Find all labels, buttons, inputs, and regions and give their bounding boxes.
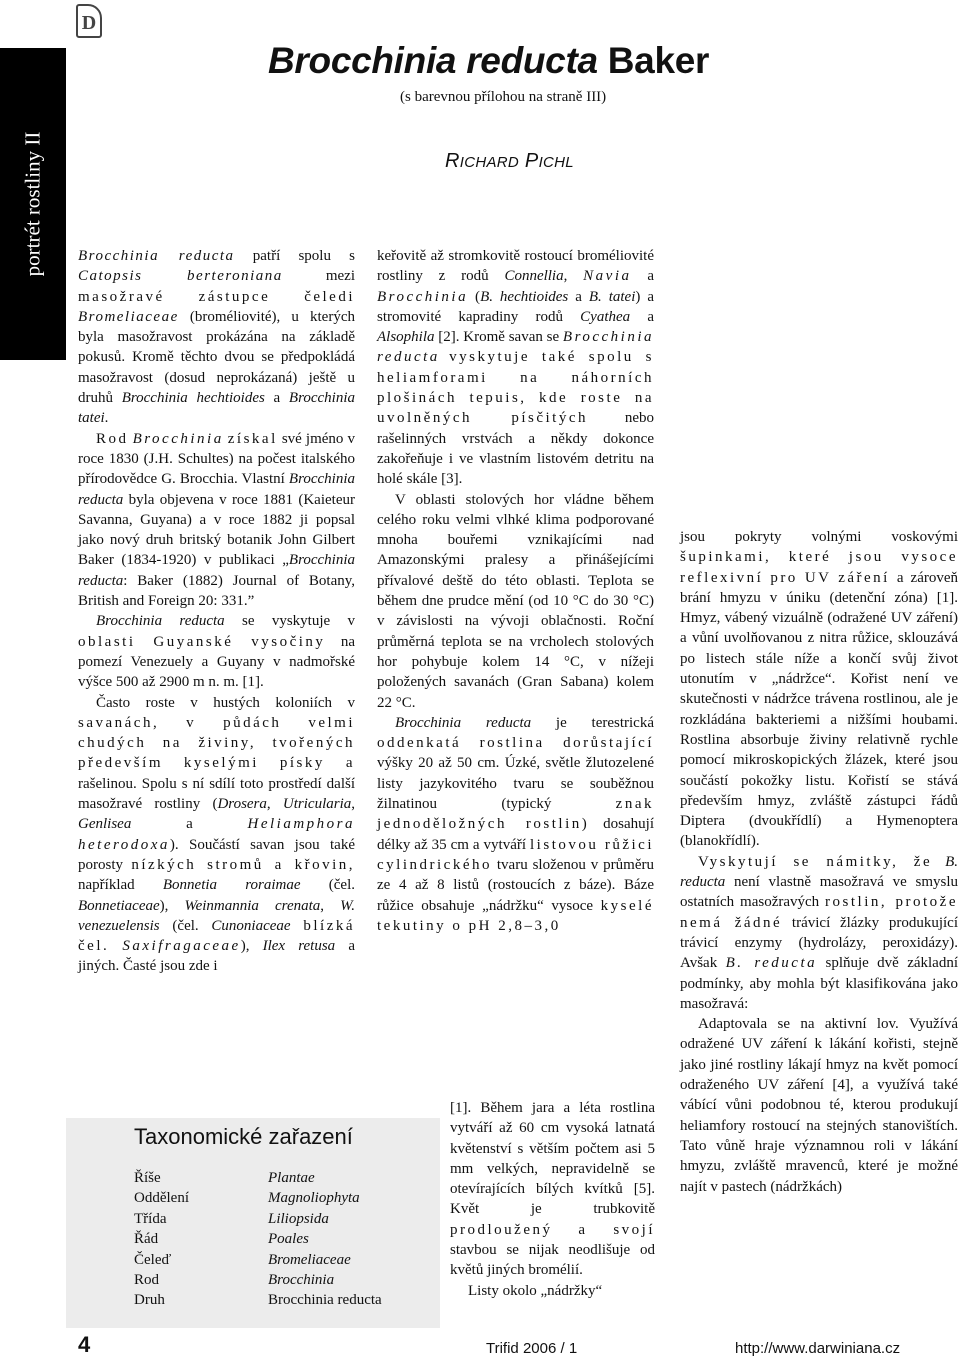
paragraph: Často roste v hustých koloniích v savanách, v půdách velmi chudých na živiny, tvořených především kyselými písky a rašelinou. Spolu s ní sdílí toto prostředí další masožravé rostliny (Drosera, Utricularia, Genlisea a Heliamphora heterodoxa). Součástí savan jsou také porosty nízkých stromů a křovin, například Bonnetia roraimae (čel. Bonnetiaceae), Weinmannia crenata, W. venezuelensis (čel. Cunoniaceae blízká čel. Saxifragaceae), Ilex retusa a jiných. Časté jsou zde i: [78, 694, 356, 975]
paragraph: Adaptovala se na aktivní lov. Využívá odražené UV záření k lákání kořisti, stejně jako jiné rostliny lákají hmyz na květ pomocí odraženého UV záření [4], a využívá také vábící vůni podobnou té, kterou produkují heliamfory rostoucí na stejných stanovištích. Tato vůně hraje významnou roli v lákání hmyzu, zvláště mravenců, které je možné najít v pastech (nádržkách): [680, 1016, 958, 1195]
paragraph: V oblasti stolových hor vládne během celého roku velmi vlhké klima podporované mnoha bouřemi vznikajícími nad Amazonskými pralesy a přinášejícími přívalové deště do této oblasti. Teplota se během dne prudce mění (od 10 °C do 30 °C) v závislosti na vývoji oblačnosti. Roční průměrná teplota se na vrcholech stolových hor pohybuje kolem 14 °C, v nížeji položených savanách (Gran Sabana) kolem 22 °C.: [377, 491, 654, 711]
taxonomy-row: Říše Plantae: [134, 1170, 315, 1186]
paragraph: Brocchinia reducta je terestrická oddenkatá rostlina dorůstající výšky 20 až 50 cm. Úzké, světle žlutozelené listy jazykovitého tvaru se souběžnou žilnatinou (typický znak jednoděložných rostlin) dosahují délky až 35 cm a vytváří listovou růžici cylindrického tvaru složenou v průměru ze 4 až 8 listů (rostoucích z báze). Báze růžice obsahuje „nádržku“ vysoce kyselé tekutiny o pH 2,8–3,0: [377, 714, 654, 934]
taxonomy-row: Druh Brocchinia reducta: [134, 1292, 382, 1309]
taxonomy-row: Třída Liliopsida: [134, 1210, 329, 1227]
page-number: 4: [78, 1332, 91, 1357]
article-author: RICHARD PICHL: [445, 150, 574, 172]
paragraph: Listy okolo „nádržky“: [468, 1282, 603, 1299]
paragraph: Brocchinia reducta patří spolu s Catopsis berteroniana mezi masožravé zástupce čeledi Bromeliaceae (broméliovité), u kterých byla masožravost prokázána na základě pokusů. Kromě těchto dvou se předpokládá masožravost (dosud neprokázaná) ještě u druhů Brocchinia hechtioides a Brocchinia tatei.: [78, 248, 355, 427]
taxonomy-table: [134, 1168, 382, 1311]
taxonomy-row: Oddělení Magnoliophyta: [134, 1190, 360, 1207]
taxonomy-title: Taxonomické zařazení: [134, 1124, 353, 1149]
article-subtitle: (s barevnou přílohou na straně III): [400, 89, 607, 105]
paragraph: jsou pokryty volnými voskovými šupinkami, které jsou vysoce reflexivní pro UV záření a zároveň brání hmyzu v úniku (detenční zóna) [1]. Hmyz, vábený vizuálně (odražené UV záření) a vůní uvolňovanou z nitra růžice, sklouzává po listech stále níže a končí svůj život utonutím v „nádržce“. Kořist není ve skutečnosti v nádržce trávena rostlinou, ale je rozkládána bakteriemi a nižšími houbami. Rostlina absorbuje živiny relativně rychle pomocí mikroskopických žlázek, které jsou součástí pokožky listu. Kořistí se stává především hmyz, zvláště zástupci řádů Diptera (dvoukřídlí) a Hymenoptera (blanokřídlí).: [680, 529, 959, 850]
taxonomy-row: Řád Poales: [134, 1231, 309, 1248]
text-column-3: [680, 527, 958, 1197]
article-title: [268, 40, 709, 82]
taxonomy-box: [66, 1118, 440, 1328]
paragraph: Rod Brocchinia získal své jméno v roce 1830 (J.H. Schultes) na počest italského přírodovědce G. Brocchia. Vlastní Brocchinia reducta byla objevena v roce 1881 (Kaieteur Savanna, Guyana) a v roce 1882 ji popsal jako nový druh britský botanik John Gilbert Baker (1834-1920) v publikaci „Brocchinia reducta: Baker (1882) Journal of Botany, British and Foreign 20: 331.”: [78, 430, 355, 610]
section-label: portrét rostliny II: [20, 131, 45, 277]
paragraph: Brocchinia reducta se vyskytuje v oblasti Guyanské vysočiny na pomezí Venezuely a Guyany v nadmořské výšce 500 až 2900 m n. m. [1].: [78, 613, 355, 691]
text-column-2: [377, 246, 654, 936]
taxonomy-row: Rod Brocchinia: [134, 1271, 335, 1288]
section-sidebar: [0, 48, 66, 360]
title-species: Brocchinia reducta: [268, 40, 598, 81]
paragraph: Vyskytují se námitky, že B. reducta není vlastně masožravá ve smyslu ostatních masožravých rostlin, protože nemá žádné trávicí žlázky produkující trávicí enzymy (hydrolázy, peroxidázy). Avšak B. reducta splňuje dvě základní podmínky, aby mohla být klasifikována jako masožravá:: [680, 853, 958, 1012]
text-column-1: [78, 246, 355, 977]
paragraph: [1]. Během jara a léta rostlina vytváří až 60 cm vysoká latnatá květenství s větším počtem asi 5 mm velkých, nepravidelně se otevírajících bílých kvítků [5]. Květ je trubkovitě prodloužený a svojí stavbou se nijak neodlišuje od květů jiných bromélií.: [450, 1100, 655, 1279]
taxonomy-row: Čeleď Bromeliaceae: [134, 1251, 351, 1268]
text-column-2-lower: [450, 1098, 655, 1301]
paragraph: keřovitě až stromkovitě rostoucí broméliovité rostliny z rodů Connellia, Navia a Brocchinia (B. hechtioides a B. tatei) a stromovité kapradiny rodů Cyathea a Alsophila [2]. Kromě savan se Brocchinia reducta vyskytuje také spolu s heliamforami na náhorních plošinách tepuis, kde roste na uvolněných písčitých nebo rašelinných vrstvách a někdy dokonce zakořeňuje i ve vlastním listovém detritu na holé skále [3].: [377, 248, 655, 488]
issue-label: Trifid 2006 / 1: [486, 1340, 578, 1357]
title-author: Baker: [607, 40, 710, 81]
website-url: http://www.darwiniana.cz: [735, 1340, 901, 1357]
magazine-logo-icon: D: [76, 4, 102, 38]
